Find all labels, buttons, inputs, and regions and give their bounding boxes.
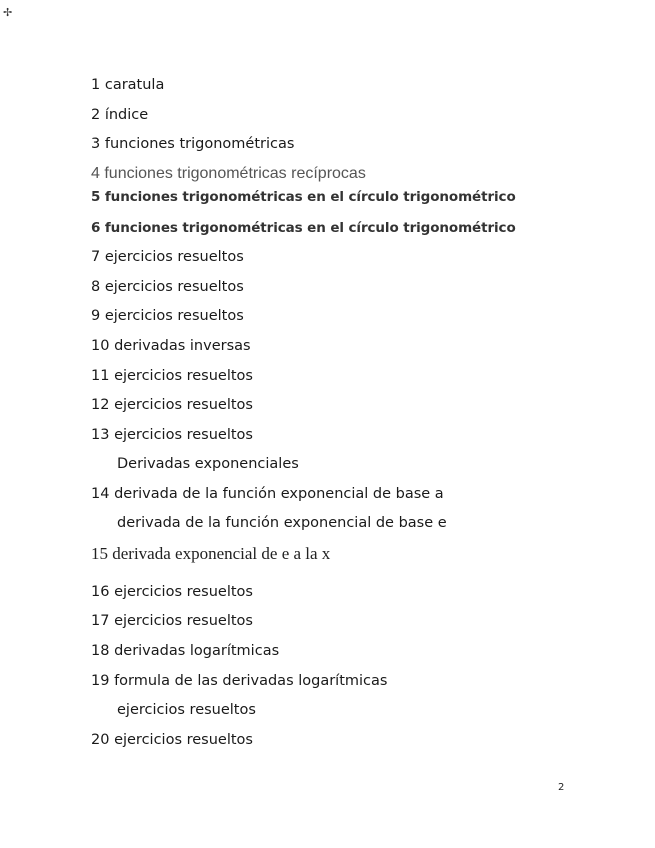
toc-title: ejercicios resueltos (104, 249, 244, 265)
toc-title: formula de las derivadas logarítmicas (114, 673, 388, 689)
toc-entry (91, 189, 516, 205)
toc-title: funciones trigonométricas en el círculo trigonométrico (104, 189, 516, 205)
toc-number: 18 (91, 643, 110, 659)
toc-entry (91, 427, 253, 443)
toc-title: ejercicios resueltos (114, 584, 253, 600)
toc-entry (91, 220, 516, 236)
toc-number: 14 (91, 486, 110, 502)
toc-number: 1 (91, 77, 101, 93)
toc-entry (91, 368, 253, 384)
toc-number: 20 (91, 732, 110, 748)
toc-number: 16 (91, 584, 110, 600)
toc-number: 12 (91, 397, 110, 413)
page-number: 2 (558, 782, 565, 793)
toc-entry (91, 544, 330, 564)
toc-number: 15 (91, 544, 108, 563)
toc-title: derivada de la función exponencial de base a (114, 486, 444, 502)
toc-number: 3 (91, 136, 101, 152)
toc-number: 2 (91, 107, 101, 123)
toc-title: ejercicios resueltos (104, 308, 244, 324)
toc-entry (91, 77, 164, 93)
toc-entry (91, 136, 294, 152)
toc-entry (91, 486, 444, 502)
toc-entry (91, 279, 244, 295)
toc-title: caratula (104, 77, 165, 93)
toc-title: derivadas inversas (114, 338, 251, 354)
toc-number: 7 (91, 249, 101, 265)
toc-subheading (117, 456, 299, 472)
toc-title: ejercicios resueltos (104, 279, 244, 295)
corner-asterisk-icon: ✢ (3, 6, 13, 19)
toc-title: Derivadas exponenciales (117, 456, 299, 472)
toc-title: funciones trigonométricas en el círculo trigonométrico (104, 220, 516, 236)
toc-title: ejercicios resueltos (114, 732, 253, 748)
toc-number: 9 (91, 308, 101, 324)
toc-number: 8 (91, 279, 101, 295)
toc-number: 6 (91, 220, 101, 236)
toc-title: derivada de la función exponencial de base e (117, 515, 447, 531)
toc-title: ejercicios resueltos (114, 427, 253, 443)
toc-title: funciones trigonométricas recíprocas (104, 165, 366, 182)
toc-title: índice (104, 107, 149, 123)
toc-number: 10 (91, 338, 110, 354)
toc-title: ejercicios resueltos (114, 397, 253, 413)
toc-entry (91, 397, 253, 413)
toc-title: ejercicios resueltos (114, 613, 253, 629)
toc-entry (91, 613, 253, 629)
toc-subentry (117, 702, 256, 718)
toc-number: 4 (91, 165, 100, 182)
toc-entry (91, 249, 244, 265)
toc-entry (91, 338, 251, 354)
toc-number: 19 (91, 673, 110, 689)
toc-title: ejercicios resueltos (117, 702, 256, 718)
toc-entry (91, 107, 148, 123)
toc-number: 13 (91, 427, 110, 443)
toc-subentry (117, 515, 447, 531)
toc-title: ejercicios resueltos (114, 368, 253, 384)
toc-entry (91, 673, 387, 689)
toc-entry (91, 584, 253, 600)
toc-number: 17 (91, 613, 110, 629)
toc-entry (91, 732, 253, 748)
toc-title: derivadas logarítmicas (114, 643, 280, 659)
toc-number: 11 (91, 368, 110, 384)
toc-title: derivada exponencial de e a la x (112, 544, 331, 563)
toc-number: 5 (91, 189, 101, 205)
toc-entry (91, 643, 279, 659)
toc-title: funciones trigonométricas (104, 136, 295, 152)
toc-entry (91, 308, 244, 324)
toc-entry (91, 165, 366, 183)
